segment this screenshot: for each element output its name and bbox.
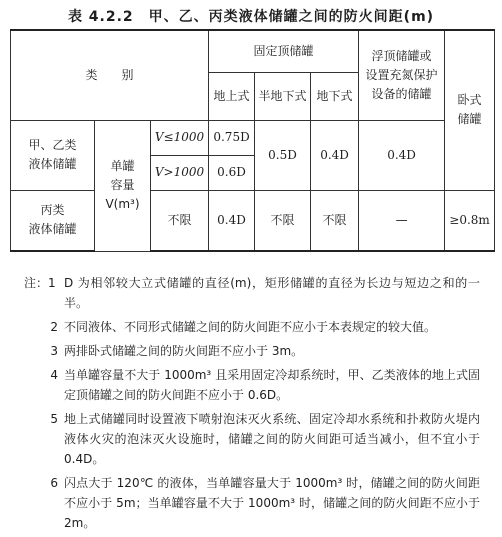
- row-class-ab-line: 甲、乙类: [28, 138, 77, 152]
- underground-header: 地下式: [311, 72, 359, 120]
- note-text: 两排卧式储罐之间的防火间距不应小于 3m。: [64, 344, 304, 358]
- note-number: 2: [50, 320, 58, 334]
- unit-capacity-line: 单罐: [110, 159, 135, 173]
- unit-capacity-label: [95, 120, 151, 251]
- value-c-above: 0.4D: [209, 190, 255, 251]
- value-horizontal: ≥0.8m: [445, 190, 495, 251]
- note-item: [24, 341, 480, 361]
- condition-v-gt-1000: V>1000: [151, 155, 209, 190]
- notes-section: [24, 273, 480, 537]
- semi-underground-header: 半地下式: [255, 72, 311, 120]
- fixed-roof-header: 固定顶储罐: [209, 30, 359, 72]
- note-item: [24, 365, 480, 405]
- row-class-ab: [11, 120, 95, 190]
- table-title: 表 4.2.2 甲、乙、丙类液体储罐之间的防火间距(m): [67, 9, 435, 25]
- value-ab-semi: 0.5D: [255, 120, 311, 190]
- value-ab-small-above: 0.75D: [209, 120, 255, 155]
- condition-unlimited: 不限: [151, 190, 209, 251]
- floating-header-line: 浮顶储罐或: [371, 48, 432, 63]
- horizontal-header-line: 卧式: [457, 93, 482, 108]
- note-text: 闪点大于 120℃ 的液体，当单罐容量大于 1000m³ 时，储罐之间的防火间距不应小于 5m；当单罐容量不大于 1000m³ 时，储罐之间的防火间距不应小于 2m。: [64, 476, 480, 530]
- value-c-semi: 不限: [255, 190, 311, 251]
- above-ground-header: 地上式: [209, 72, 255, 120]
- value-ab-under: 0.4D: [311, 120, 359, 190]
- row-class-c-line: 液体储罐: [28, 222, 77, 237]
- note-number: 3: [50, 344, 58, 358]
- note-number: 6: [50, 476, 58, 490]
- value-ab-floating: 0.4D: [359, 120, 445, 190]
- note-text: 地上式储罐同时设置液下喷射泡沫灭火系统、固定冷却水系统和扑救防火堤内液体火灾的泡沫灭火设施时，储罐之间的防火间距可适当减小，但不宜小于 0.4D。: [64, 412, 480, 466]
- note-text: 不同液体、不同形式储罐之间的防火间距不应小于本表规定的较大值。: [64, 320, 437, 334]
- note-number: 4: [50, 368, 58, 382]
- note-item: [24, 273, 480, 313]
- value-ab-large-above: 0.6D: [209, 155, 255, 190]
- floating-header-line: 设置充氮保护: [365, 67, 438, 82]
- unit-capacity-line: 容量: [110, 178, 135, 192]
- note-item: [24, 473, 480, 533]
- note-item: [24, 317, 480, 337]
- value-c-floating: —: [359, 190, 445, 251]
- horizontal-header-line: 储罐: [457, 112, 482, 127]
- fire-distance-table: [10, 29, 495, 252]
- floating-header-line: 设备的储罐: [371, 86, 432, 101]
- category-header: 类 别: [11, 30, 209, 120]
- floating-roof-header: [359, 30, 445, 120]
- condition-v-le-1000: V≤1000: [151, 120, 209, 155]
- note-text: D 为相邻较大立式储罐的直径(m)，矩形储罐的直径为长边与短边之和的一半。: [64, 276, 480, 310]
- unit-capacity-line: V(m³): [105, 197, 140, 211]
- note-number: 5: [50, 412, 58, 426]
- note-item: [24, 409, 480, 469]
- value-c-under: 不限: [311, 190, 359, 251]
- notes-label: 注：1: [24, 276, 56, 290]
- row-class-c-line: 丙类: [40, 203, 65, 218]
- row-class-c: [11, 190, 95, 251]
- horizontal-tank-header: [445, 30, 495, 190]
- row-class-ab-line: 液体储罐: [28, 157, 77, 171]
- note-text: 当单罐容量不大于 1000m³ 且采用固定冷却系统时，甲、乙类液体的地上式固定顶储罐之间的防火间距不应小于 0.6D。: [64, 368, 480, 402]
